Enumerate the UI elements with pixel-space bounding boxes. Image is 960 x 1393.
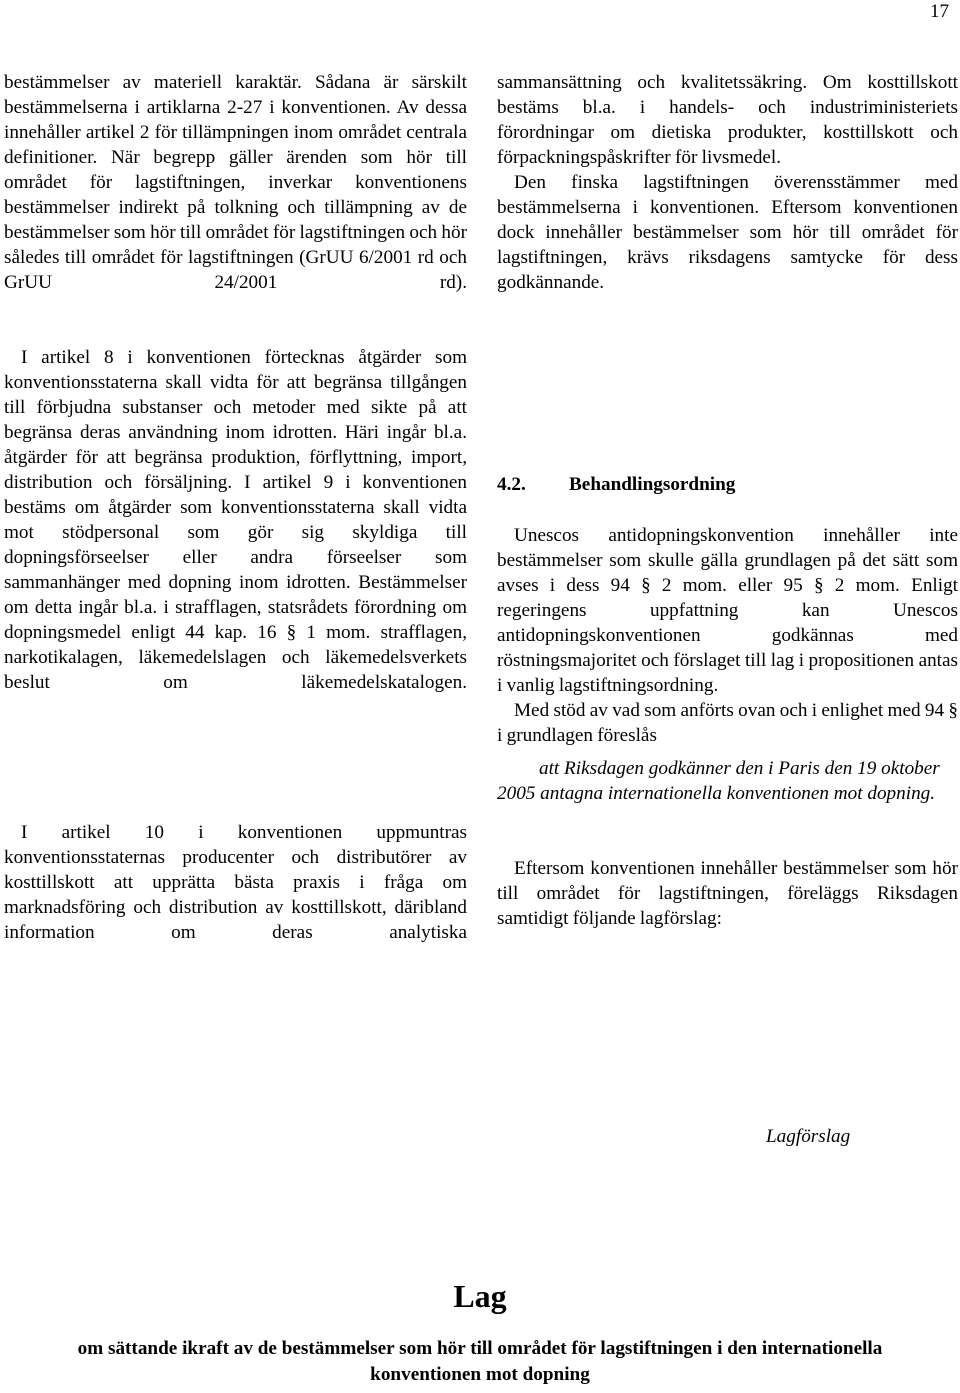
section-heading-number: 4.2.: [497, 474, 526, 495]
lagforslag-label: Lagförslag: [766, 1126, 851, 1147]
proposal-block: [497, 756, 958, 806]
law-subtitle: om sättande ikraft av de bestämmelser som hör till området för lagstiftningen i den internationella konventionen mot dopning: [77, 1338, 883, 1385]
page-number: 17: [930, 1, 949, 22]
right-column: [497, 70, 958, 929]
left-paragraph-3: I artikel 10 i konventionen uppmuntras konventionsstaternas producenter och distributörer av kosttillskott att upprätta bästa praxis i fråga om marknadsföring och distribution av kosttillskott, däribland information om deras analytiska: [4, 822, 467, 943]
closing-block: [497, 856, 958, 931]
closing-paragraph: Eftersom konventionen innehåller bestämmelser som hör till området för lagstiftningen, föreläggs Riksdagen samtidigt följande lagförslag:: [497, 858, 958, 929]
law-title: Lag: [453, 1278, 507, 1314]
proposal-italic: att Riksdagen godkänner den i Paris den 19 oktober 2005 antagna internationella konventionen mot dopning.: [497, 758, 940, 804]
right-paragraph-1: sammansättning och kvalitetssäkring. Om kosttillskott bestäms bl.a. i handels- och industriministeriets förordningar om dietiska produkter, kosttillskott och förpackningspåskrifter för livsmedel.: [497, 72, 958, 168]
left-column: [4, 70, 467, 945]
left-paragraph-1: bestämmelser av materiell karaktär. Sådana är särskilt bestämmelserna i artiklarna 2-27 i konventionen. Av dessa innehåller artikel 2 för tillämpningen inom området centrala definitioner. När begrepp gäller ärenden som hör till området för lagstiftningen, inverkar konventionens bestämmelser indirekt på tolkning och tillämpning av de bestämmelser som hör till området för lagstiftningen och hör således till området för lagstiftningen (GrUU 6/2001 rd och GrUU 24/2001 rd).: [4, 72, 467, 293]
right-paragraph-2: Den finska lagstiftningen överensstämmer med bestämmelserna i konventionen. Eftersom konventionen dock innehåller bestämmelser som hör till området för lagstiftningen, krävs riksdagens samtycke för dess godkännande.: [497, 172, 958, 293]
left-paragraph-2: I artikel 8 i konventionen förtecknas åtgärder som konventionsstaterna skall vidta för att begränsa tillgången till förbjudna substanser och metoder med sikte på att begränsa deras användning inom idrotten. Häri ingår bl.a. åtgärder för att begränsa produktion, förflyttning, import, distribution och försäljning. I artikel 9 i konventionen bestäms om åtgärder som konventionsstaterna skall vidta mot stödpersonal som gör sig skyldiga till dopningsförseelser eller andra förseelser som sammanhänger med dopning inom idrotten. Bestämmelser om detta ingår bl.a. i strafflagen, statsrådets förordning om dopningsmedel enligt 44 kap. 16 § 1 mom. strafflagen, narkotikalagen, läkemedelslagen och läkemedelsverkets beslut om läkemedelskatalogen.: [4, 347, 467, 693]
section-paragraph-2: Med stöd av vad som anförts ovan och i enlighet med 94 § i grundlagen föreslås: [497, 700, 958, 746]
section-body: [497, 523, 958, 748]
section-heading-title: Behandlingsordning: [569, 474, 736, 495]
section-paragraph-1: Unescos antidopningskonvention innehåller inte bestämmelser som skulle gälla grundlagen på det sätt som avses i dess 94 § 2 mom. eller 95 § 2 mom. Enligt regeringens uppfattning kan Unescos antidopningskonventionen godkännas med röstningsmajoritet och förslaget till lag i propositionen antas i vanlig lagstiftningsordning.: [497, 525, 958, 696]
